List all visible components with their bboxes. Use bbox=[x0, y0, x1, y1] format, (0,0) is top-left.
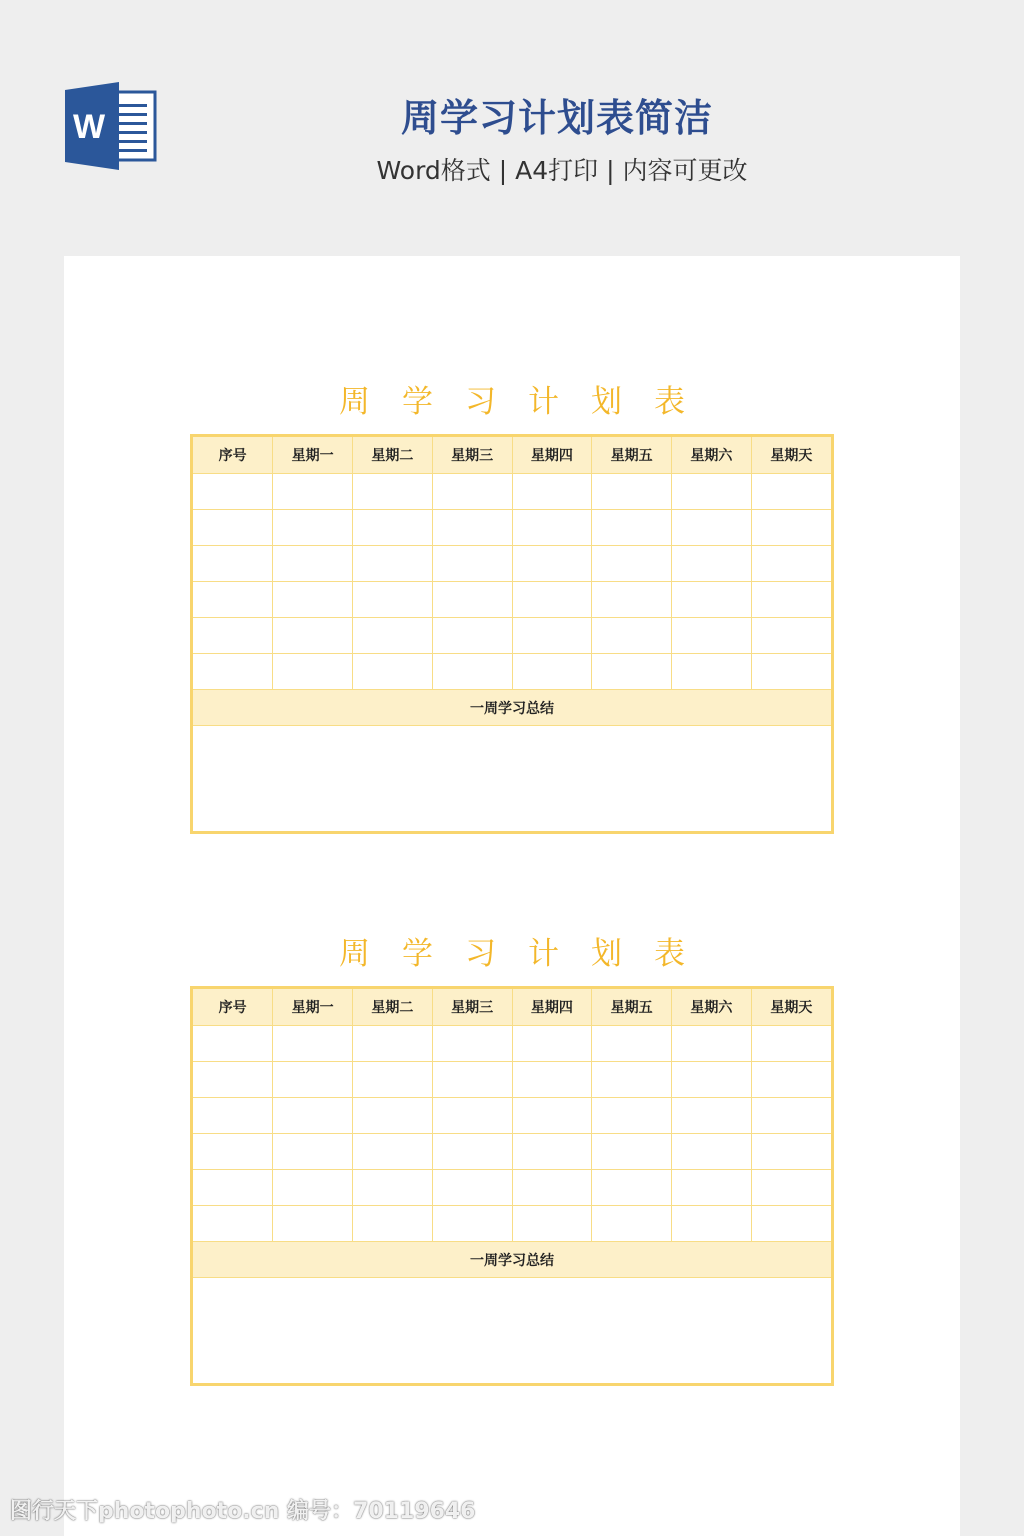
table-cell[interactable] bbox=[672, 618, 752, 654]
col-header: 序号 bbox=[193, 989, 273, 1026]
table-cell[interactable] bbox=[751, 582, 831, 618]
table-cell[interactable] bbox=[193, 1026, 273, 1062]
col-header: 星期三 bbox=[432, 437, 512, 474]
col-header: 星期二 bbox=[353, 989, 433, 1026]
table-cell[interactable] bbox=[193, 1170, 273, 1206]
table-cell[interactable] bbox=[672, 582, 752, 618]
table-cell[interactable] bbox=[672, 1098, 752, 1134]
table-cell[interactable] bbox=[432, 1170, 512, 1206]
table-cell[interactable] bbox=[193, 618, 273, 654]
table-cell[interactable] bbox=[353, 1134, 433, 1170]
col-header: 星期一 bbox=[273, 989, 353, 1026]
summary-header-row bbox=[193, 1242, 831, 1278]
table-cell[interactable] bbox=[432, 618, 512, 654]
table-row bbox=[193, 546, 831, 582]
table-cell[interactable] bbox=[751, 474, 831, 510]
table-cell[interactable] bbox=[592, 1206, 672, 1242]
table-cell[interactable] bbox=[592, 654, 672, 690]
table-cell[interactable] bbox=[512, 1062, 592, 1098]
table-cell[interactable] bbox=[193, 582, 273, 618]
table-cell[interactable] bbox=[353, 1098, 433, 1134]
table-cell[interactable] bbox=[193, 654, 273, 690]
table-cell[interactable] bbox=[592, 1026, 672, 1062]
logo-letter: W bbox=[72, 108, 106, 146]
table-cell[interactable] bbox=[672, 1170, 752, 1206]
table-cell[interactable] bbox=[353, 546, 433, 582]
summary-label: 一周学习总结 bbox=[193, 690, 831, 726]
table-cell[interactable] bbox=[432, 1062, 512, 1098]
table-header-row bbox=[193, 989, 831, 1026]
col-header: 星期二 bbox=[353, 437, 433, 474]
table-cell[interactable] bbox=[672, 510, 752, 546]
weekly-plan bbox=[190, 930, 834, 1386]
table-cell[interactable] bbox=[353, 1026, 433, 1062]
table-header-row bbox=[193, 437, 831, 474]
col-header: 星期四 bbox=[512, 989, 592, 1026]
table-cell[interactable] bbox=[751, 1062, 831, 1098]
table-cell[interactable] bbox=[353, 474, 433, 510]
table-cell[interactable] bbox=[512, 1098, 592, 1134]
col-header: 星期五 bbox=[592, 437, 672, 474]
table-cell[interactable] bbox=[193, 474, 273, 510]
table-cell[interactable] bbox=[592, 510, 672, 546]
plan-table-frame bbox=[190, 986, 834, 1386]
table-cell[interactable] bbox=[512, 1170, 592, 1206]
table-cell[interactable] bbox=[273, 1206, 353, 1242]
table-cell[interactable] bbox=[751, 654, 831, 690]
table-cell[interactable] bbox=[193, 1206, 273, 1242]
table-cell[interactable] bbox=[432, 582, 512, 618]
table-cell[interactable] bbox=[512, 582, 592, 618]
table-row bbox=[193, 1134, 831, 1170]
table-cell[interactable] bbox=[672, 654, 752, 690]
table-cell[interactable] bbox=[592, 618, 672, 654]
col-header: 星期三 bbox=[432, 989, 512, 1026]
document-page bbox=[64, 256, 960, 1536]
table-cell[interactable] bbox=[751, 1026, 831, 1062]
table-cell[interactable] bbox=[273, 1134, 353, 1170]
table-row bbox=[193, 1206, 831, 1242]
table-cell[interactable] bbox=[432, 1026, 512, 1062]
table-cell[interactable] bbox=[193, 1062, 273, 1098]
table-cell[interactable] bbox=[353, 618, 433, 654]
table-cell[interactable] bbox=[512, 474, 592, 510]
col-header: 星期六 bbox=[672, 437, 752, 474]
table-cell[interactable] bbox=[751, 618, 831, 654]
table-cell[interactable] bbox=[751, 546, 831, 582]
table-cell[interactable] bbox=[592, 1134, 672, 1170]
summary-cell[interactable] bbox=[193, 726, 831, 829]
col-header: 星期一 bbox=[273, 437, 353, 474]
table-cell[interactable] bbox=[751, 1206, 831, 1242]
table-cell[interactable] bbox=[432, 1098, 512, 1134]
table-cell[interactable] bbox=[193, 546, 273, 582]
table-cell[interactable] bbox=[751, 510, 831, 546]
table-cell[interactable] bbox=[432, 1134, 512, 1170]
table-cell[interactable] bbox=[512, 654, 592, 690]
table-row bbox=[193, 618, 831, 654]
col-header: 星期天 bbox=[751, 989, 831, 1026]
table-cell[interactable] bbox=[751, 1098, 831, 1134]
summary-header-row bbox=[193, 690, 831, 726]
table-row bbox=[193, 1098, 831, 1134]
table-cell[interactable] bbox=[672, 1026, 752, 1062]
col-header: 序号 bbox=[193, 437, 273, 474]
col-header: 星期天 bbox=[751, 437, 831, 474]
table-cell[interactable] bbox=[273, 1062, 353, 1098]
table-cell[interactable] bbox=[353, 1206, 433, 1242]
table-cell[interactable] bbox=[432, 654, 512, 690]
plan-title: 周学习计划表 bbox=[339, 936, 717, 972]
table-row bbox=[193, 1170, 831, 1206]
table-cell[interactable] bbox=[432, 510, 512, 546]
table-cell[interactable] bbox=[273, 474, 353, 510]
table-cell[interactable] bbox=[592, 1170, 672, 1206]
table-cell[interactable] bbox=[592, 1098, 672, 1134]
weekly-plan bbox=[190, 378, 834, 834]
table-cell[interactable] bbox=[592, 582, 672, 618]
plan-table bbox=[193, 437, 831, 828]
table-cell[interactable] bbox=[512, 546, 592, 582]
table-cell[interactable] bbox=[672, 1062, 752, 1098]
page-title: 周学习计划表简洁 bbox=[400, 96, 713, 140]
table-row bbox=[193, 1026, 831, 1062]
table-cell[interactable] bbox=[592, 546, 672, 582]
table-cell[interactable] bbox=[672, 1206, 752, 1242]
table-cell[interactable] bbox=[751, 1134, 831, 1170]
table-cell[interactable] bbox=[672, 474, 752, 510]
table-row bbox=[193, 582, 831, 618]
plan-table bbox=[193, 989, 831, 1380]
table-cell[interactable] bbox=[672, 546, 752, 582]
table-cell[interactable] bbox=[512, 1134, 592, 1170]
col-header: 星期四 bbox=[512, 437, 592, 474]
table-cell[interactable] bbox=[273, 654, 353, 690]
table-cell[interactable] bbox=[273, 1098, 353, 1134]
table-cell[interactable] bbox=[432, 1206, 512, 1242]
watermark: 图行天下photophoto.cn 编号：70119646 bbox=[10, 1499, 476, 1524]
table-cell[interactable] bbox=[353, 1062, 433, 1098]
table-cell[interactable] bbox=[193, 510, 273, 546]
table-row bbox=[193, 1062, 831, 1098]
table-row bbox=[193, 510, 831, 546]
summary-body-row bbox=[193, 1278, 831, 1381]
col-header: 星期五 bbox=[592, 989, 672, 1026]
table-cell[interactable] bbox=[512, 618, 592, 654]
table-cell[interactable] bbox=[273, 618, 353, 654]
table-cell[interactable] bbox=[273, 510, 353, 546]
table-cell[interactable] bbox=[353, 654, 433, 690]
summary-cell[interactable] bbox=[193, 1278, 831, 1381]
table-cell[interactable] bbox=[672, 1134, 752, 1170]
plan-title: 周学习计划表 bbox=[339, 384, 717, 420]
summary-body-row bbox=[193, 726, 831, 829]
table-cell[interactable] bbox=[353, 1170, 433, 1206]
table-cell[interactable] bbox=[193, 1098, 273, 1134]
table-cell[interactable] bbox=[751, 1170, 831, 1206]
table-cell[interactable] bbox=[353, 582, 433, 618]
table-cell[interactable] bbox=[273, 582, 353, 618]
plan-table-frame bbox=[190, 434, 834, 834]
summary-label: 一周学习总结 bbox=[193, 1242, 831, 1278]
table-cell[interactable] bbox=[193, 1134, 273, 1170]
table-row bbox=[193, 654, 831, 690]
table-row bbox=[193, 474, 831, 510]
table-cell[interactable] bbox=[512, 510, 592, 546]
table-cell[interactable] bbox=[273, 1026, 353, 1062]
table-cell[interactable] bbox=[512, 1206, 592, 1242]
table-cell[interactable] bbox=[353, 510, 433, 546]
col-header: 星期六 bbox=[672, 989, 752, 1026]
table-cell[interactable] bbox=[273, 1170, 353, 1206]
page-subtitle: Word格式 | A4打印 | 内容可更改 bbox=[376, 156, 748, 185]
table-cell[interactable] bbox=[592, 474, 672, 510]
table-cell[interactable] bbox=[432, 546, 512, 582]
table-cell[interactable] bbox=[273, 546, 353, 582]
table-cell[interactable] bbox=[432, 474, 512, 510]
table-cell[interactable] bbox=[512, 1026, 592, 1062]
table-cell[interactable] bbox=[592, 1062, 672, 1098]
